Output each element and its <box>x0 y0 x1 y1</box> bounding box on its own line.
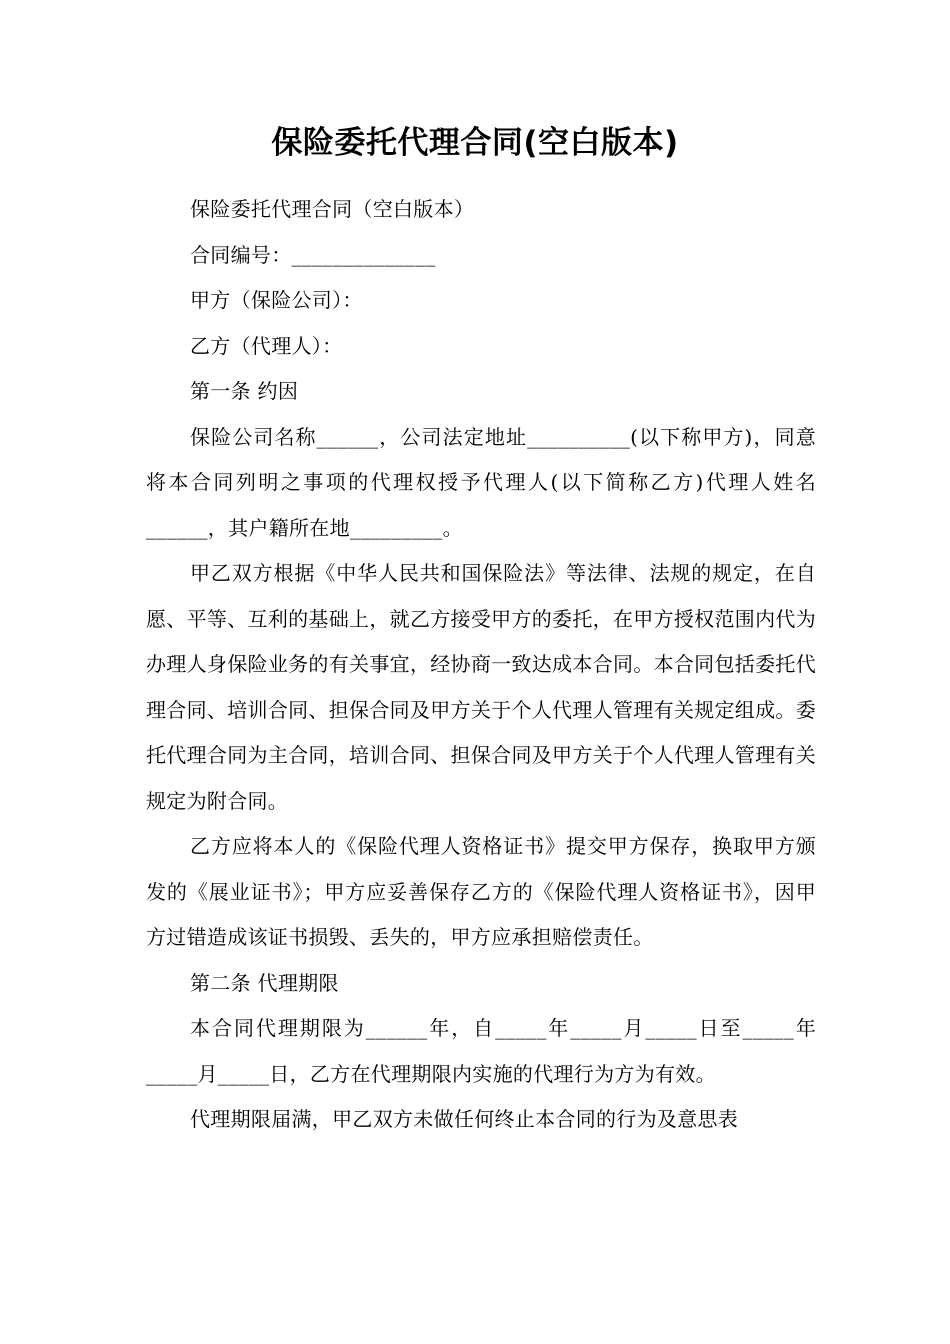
paragraph-party-a: 甲方（保险公司）： <box>190 288 363 312</box>
paragraph-period-expiry: 代理期限届满，甲乙双方未做任何终止本合同的行为及意思表 <box>190 1107 739 1131</box>
paragraph-contract-number: 合同编号：______________ <box>190 242 436 267</box>
paragraph-subtitle: 保险委托代理合同（空白版本） <box>190 197 475 221</box>
paragraph-article-1-body: 保险公司名称______，公司法定地址__________(以下称甲方)，同意将本合同列明之事项的代理权授予代理人(以下简称乙方)代理人姓名______，其户籍所在地_________。 <box>146 424 816 540</box>
article-2-heading: 第二条 代理期限 <box>190 970 339 995</box>
document-title: 保险委托代理合同(空白版本) <box>271 125 679 161</box>
article-1-heading: 第一条 约因 <box>190 379 299 403</box>
paragraph-legal-basis: 甲乙双方根据《中华人民共和国保险法》等法律、法规的规定，在自愿、平等、互利的基础上，就乙方接受甲方的委托，在甲方授权范围内代为办理人身保险业务的有关事宜，经协商一致达成本合同。本合同包括委托代理合同、培训合同、担保合同及甲方关于个人代理人管理有关规定组成。委托代理合同为主合同，培训合同、担保合同及甲方关于个人代理人管理有关规定为附合同。 <box>146 561 816 813</box>
paragraph-party-b: 乙方（代理人）： <box>190 333 343 358</box>
paragraph-certificate: 乙方应将本人的《保险代理人资格证书》提交甲方保存，换取甲方颁发的《展业证书》；甲方应妥善保存乙方的《保险代理人资格证书》，因甲方过错造成该证书损毁、丢失的，甲方应承担赔偿责任。 <box>146 834 816 949</box>
paragraph-agency-period: 本合同代理期限为______年，自_____年_____月_____日至_____年_____月_____日，乙方在代理期限内实施的代理行为方为有效。 <box>146 1016 816 1086</box>
document-body <box>146 187 816 1143</box>
